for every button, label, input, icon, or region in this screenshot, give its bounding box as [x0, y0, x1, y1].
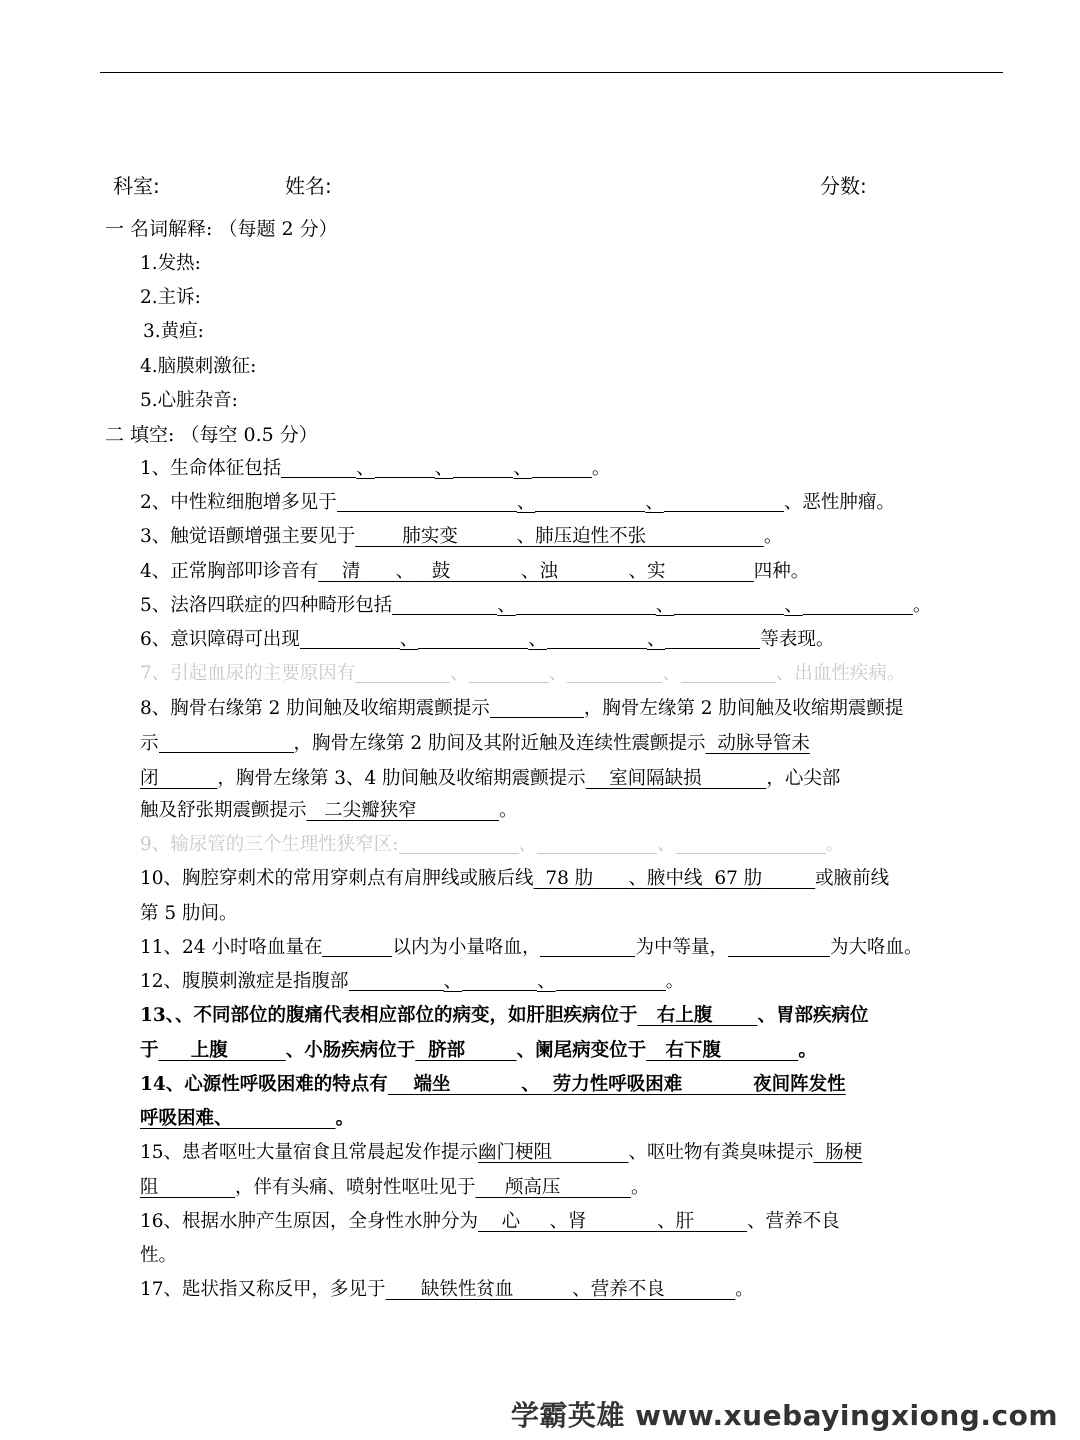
question-9: 9、输尿管的三个生理性狭窄区: 、 、 。 [140, 834, 845, 855]
question-15-line-1: 15、患者呕吐大量宿食且常晨起发作提示幽门梗阻 、呕吐物有粪臭味提示 肠梗 [140, 1142, 863, 1163]
header-rule [100, 72, 1003, 73]
question-10-line-2: 第 5 肋间。 [140, 903, 238, 924]
question-8-line-4: 触及舒张期震颤提示 二尖瓣狭窄 。 [140, 800, 518, 821]
question-13-line-2: 于 上腹 、小肠疾病位于 脐部 、阑尾病变位于 右下腹 。 [140, 1040, 817, 1061]
question-8-line-3: 闭 ，胸骨左缘第 3、4 肋间触及收缩期震颤提示 室间隔缺损 ，心尖部 [140, 768, 841, 789]
section2-title: 二 填空: （每空 0.5 分） [105, 424, 318, 446]
question-16-line-2: 性。 [140, 1245, 178, 1266]
question-16-line-1: 16、根据水肿产生原因，全身性水肿分为 心 、肾 、肝 、营养不良 [140, 1211, 840, 1232]
dept-label: 科室: [113, 174, 160, 198]
score-label: 分数: [820, 174, 867, 198]
term-item: 3.黄疸: [143, 321, 204, 342]
question-13-line-1: 13、、不同部位的腹痛代表相应部位的病变，如肝胆疾病位于 右上腹 、胃部疾病位 [140, 1005, 869, 1026]
question-15-line-2: 阻 ，伴有头痛、喷射性呕吐见于 颅高压 。 [140, 1177, 650, 1198]
section1-title: 一 名词解释: （每题 2 分） [105, 218, 338, 240]
term-item: 2.主诉: [140, 287, 201, 308]
question-7: 7、引起血尿的主要原因有 、 、 、 、出血性疾病。 [140, 663, 906, 684]
question-14-line-2: 呼吸困难、 。 [140, 1108, 355, 1129]
question-6: 6、意识障碍可出现 、 、 、 等表现。 [140, 629, 835, 650]
question-10-line-1: 10、胸腔穿刺术的常用穿刺点有肩胛线或腋后线 78 肋 、腋中线 67 肋 或腋前线 [140, 868, 890, 889]
watermark: 学霸英雄 www.xuebayingxiong.com [510, 1399, 1058, 1432]
question-1: 1、生命体征包括 、 、 、 。 [140, 458, 611, 479]
question-8-line-1: 8、胸骨右缘第 2 肋间触及收缩期震颤提示 ，胸骨左缘第 2 肋间触及收缩期震颤提 [140, 698, 904, 719]
question-2: 2、中性粒细胞增多见于 、 、 、恶性肿瘤。 [140, 492, 895, 513]
question-8-line-2: 示 ，胸骨左缘第 2 肋间及其附近触及连续性震颤提示 动脉导管未 [140, 733, 810, 754]
question-3: 3、触觉语颤增强主要见于 肺实变 、肺压迫性不张 。 [140, 526, 783, 547]
term-item: 4.脑膜刺激征: [140, 356, 257, 377]
term-item: 1.发热: [140, 253, 201, 274]
question-12: 12、腹膜刺激症是指腹部 、 、 。 [140, 971, 685, 992]
name-label: 姓名: [285, 174, 332, 198]
question-5: 5、法洛四联症的四种畸形包括 、 、 、 。 [140, 595, 932, 616]
question-11: 11、24 小时咯血量在 以内为小量咯血， 为中等量， 为大咯血。 [140, 937, 923, 958]
term-item: 5.心脏杂音: [140, 390, 238, 411]
question-17: 17、匙状指又称反甲，多见于 缺铁性贫血 、营养不良 。 [140, 1279, 754, 1300]
question-4: 4、正常胸部叩诊音有 清 、 鼓 、浊 、实 四种。 [140, 561, 810, 582]
question-14-line-1: 14、心源性呼吸困难的特点有 端坐 、 劳力性呼吸困难 夜间阵发性 [140, 1074, 846, 1095]
